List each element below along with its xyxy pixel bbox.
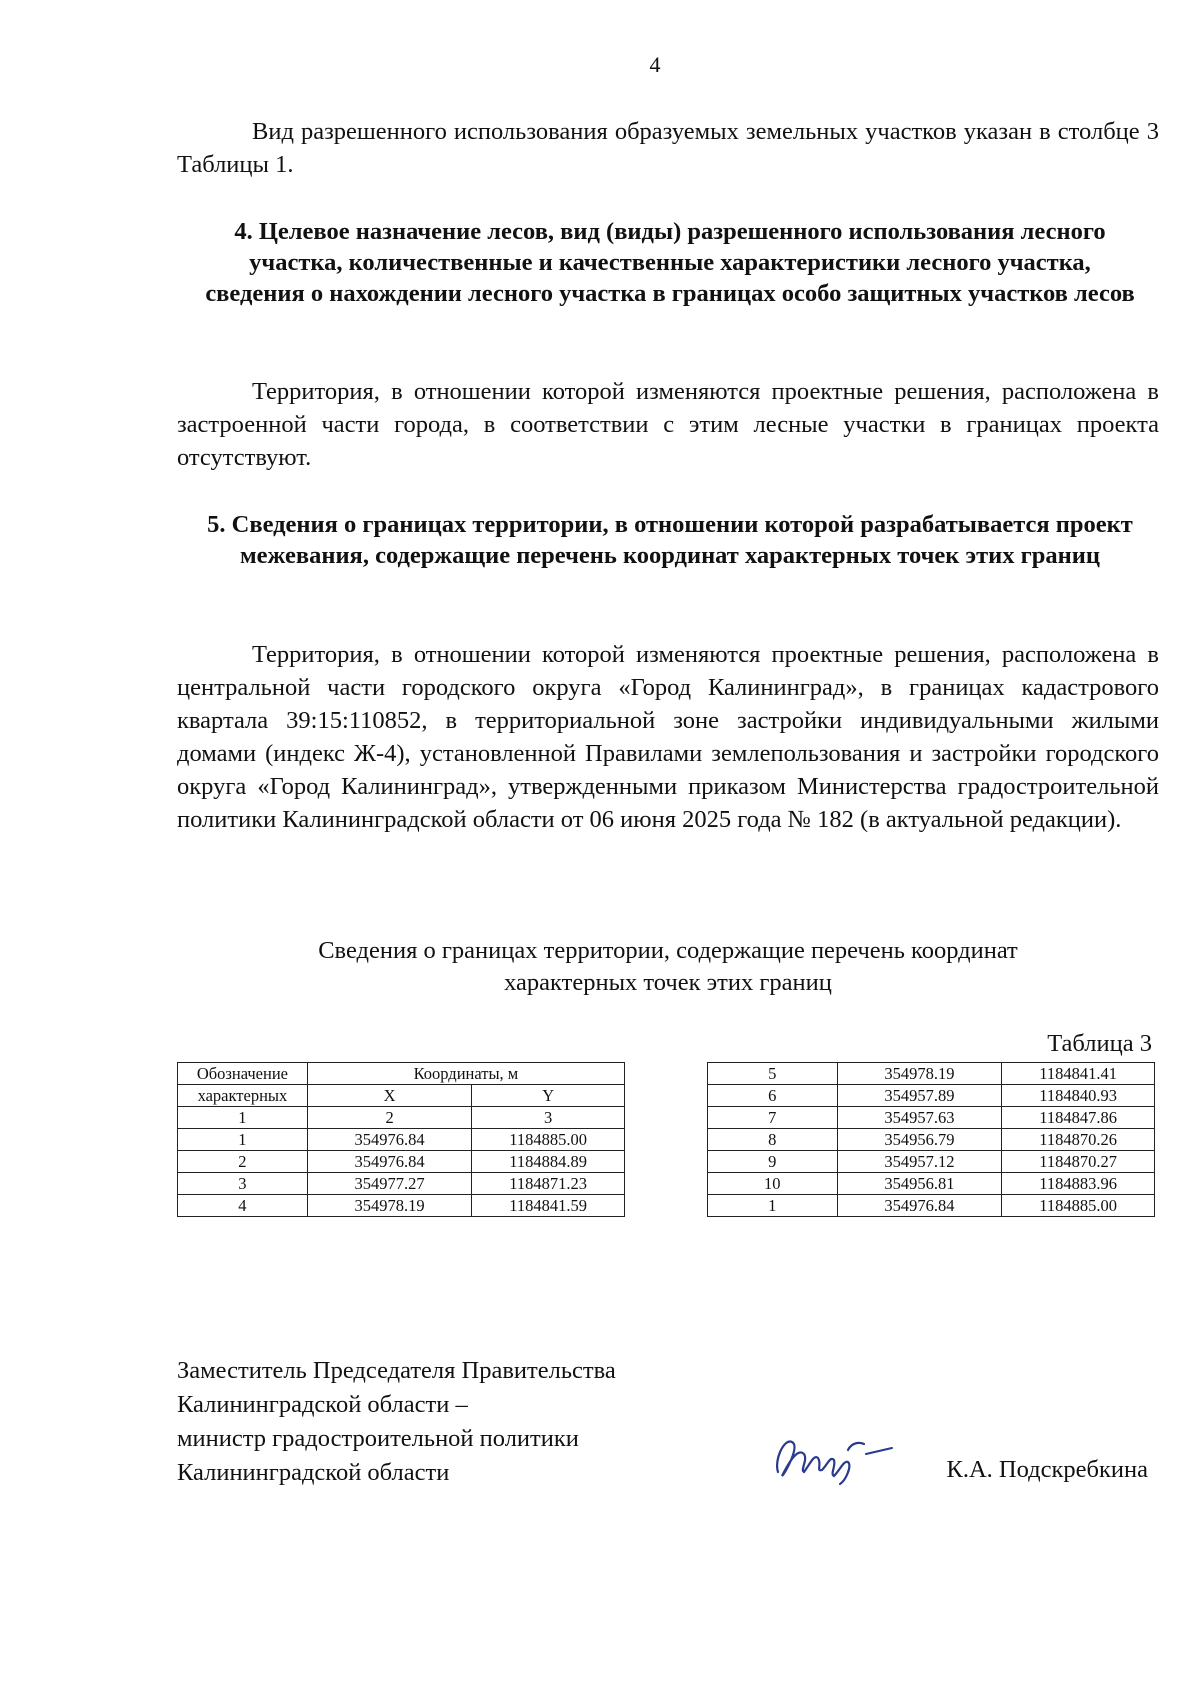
- table-cell: 3: [472, 1107, 625, 1129]
- table-header-row: [178, 1085, 625, 1107]
- table-cell: 1184870.26: [1002, 1129, 1155, 1151]
- table-cell: 354957.12: [837, 1151, 1002, 1173]
- coordinates-table-left: [177, 1062, 625, 1217]
- table-cell: 2: [307, 1107, 472, 1129]
- handwritten-signature: [770, 1420, 900, 1490]
- signer-name: К.А. Подскребкина: [946, 1456, 1148, 1483]
- table-row: [178, 1129, 625, 1151]
- table-cell: 2: [178, 1151, 308, 1173]
- table-index-row: [178, 1107, 625, 1129]
- table-cell: 354976.84: [307, 1151, 472, 1173]
- table-cell: 1184840.93: [1002, 1085, 1155, 1107]
- table-row: [178, 1151, 625, 1173]
- table-cell: 354956.81: [837, 1173, 1002, 1195]
- table-row: [708, 1195, 1155, 1217]
- table-caption: [177, 935, 1159, 999]
- table-cell: 9: [708, 1151, 838, 1173]
- table-caption-line-1: Сведения о границах территории, содержащие перечень координат: [318, 937, 1018, 964]
- table-row: [708, 1129, 1155, 1151]
- table-header-row: [178, 1063, 625, 1085]
- table-cell: 1: [708, 1195, 838, 1217]
- table-cell: 1184884.89: [472, 1151, 625, 1173]
- table-cell: 354978.19: [837, 1063, 1002, 1085]
- table-cell: 354978.19: [307, 1195, 472, 1217]
- section-4-heading: 4. Целевое назначение лесов, вид (виды) разрешенного использования лесного участка, количественные и качественные характеристики лесного участка, сведения о нахождении лесного участка в границах особо защитных участков лесов: [205, 218, 1135, 307]
- table-cell: 1: [178, 1129, 308, 1151]
- table-row: [178, 1173, 625, 1195]
- table-cell: 354956.79: [837, 1129, 1002, 1151]
- table-cell: 354976.84: [307, 1129, 472, 1151]
- table-row: [708, 1173, 1155, 1195]
- table-row: [708, 1085, 1155, 1107]
- header-x: X: [307, 1085, 472, 1107]
- table-cell: 1: [178, 1107, 308, 1129]
- table-label: Таблица 3: [1047, 1030, 1152, 1057]
- paragraph-permitted-use: Вид разрешенного использования образуемых земельных участков указан в столбце 3 Таблицы 1.: [177, 118, 1159, 178]
- table-cell: 1184885.00: [472, 1129, 625, 1151]
- table-cell: 1184841.59: [472, 1195, 625, 1217]
- coordinates-table-right: [707, 1062, 1155, 1217]
- signer-title-line-2: Калининградской области –: [177, 1391, 468, 1418]
- table-cell: 1184841.41: [1002, 1063, 1155, 1085]
- signer-title-line-1: Заместитель Председателя Правительства: [177, 1357, 616, 1384]
- table-cell: 4: [178, 1195, 308, 1217]
- header-coordinates: Координаты, м: [307, 1063, 624, 1085]
- signer-title-line-3: министр градостроительной политики: [177, 1425, 579, 1452]
- paragraph-territory-location: Территория, в отношении которой изменяются проектные решения, расположена в центральной части городского округа «Город Калининград», в границах кадастрового квартала 39:15:110852, в территориальной зоне застройки индивидуальными жилыми домами (индекс Ж-4), установленной Правилами землепользования и застройки городского округа «Город Калининград», утвержденными приказом Министерства градостроительной политики Калининградской области от 06 июня 2025 года № 182 (в актуальной редакции).: [177, 641, 1159, 833]
- table-row: [708, 1107, 1155, 1129]
- table-cell: 354976.84: [837, 1195, 1002, 1217]
- table-cell: 7: [708, 1107, 838, 1129]
- table-row: [708, 1151, 1155, 1173]
- signer-title-line-4: Калининградской области: [177, 1459, 450, 1486]
- table-cell: 354977.27: [307, 1173, 472, 1195]
- table-cell: 6: [708, 1085, 838, 1107]
- table-cell: 1184847.86: [1002, 1107, 1155, 1129]
- table-cell: 1184885.00: [1002, 1195, 1155, 1217]
- table-cell: 3: [178, 1173, 308, 1195]
- header-y: Y: [472, 1085, 625, 1107]
- section-5-heading: 5. Сведения о границах территории, в отношении которой разрабатывается проект межевания, содержащие перечень координат характерных точек этих границ: [207, 511, 1133, 569]
- table-cell: 354957.89: [837, 1085, 1002, 1107]
- page-number: 4: [649, 52, 661, 77]
- table-cell: 10: [708, 1173, 838, 1195]
- header-designation-cont: характерных: [178, 1085, 308, 1107]
- table-row: [178, 1195, 625, 1217]
- table-cell: 1184871.23: [472, 1173, 625, 1195]
- table-cell: 5: [708, 1063, 838, 1085]
- table-cell: 354957.63: [837, 1107, 1002, 1129]
- table-cell: 1184870.27: [1002, 1151, 1155, 1173]
- table-caption-line-2: характерных точек этих границ: [504, 969, 832, 996]
- table-cell: 1184883.96: [1002, 1173, 1155, 1195]
- table-cell: 8: [708, 1129, 838, 1151]
- header-designation: Обозначение: [178, 1063, 308, 1085]
- paragraph-forest-absent: Территория, в отношении которой изменяются проектные решения, расположена в застроенной части города, в соответствии с этим лесные участки в границах проекта отсутствуют.: [177, 378, 1159, 471]
- table-row: [708, 1063, 1155, 1085]
